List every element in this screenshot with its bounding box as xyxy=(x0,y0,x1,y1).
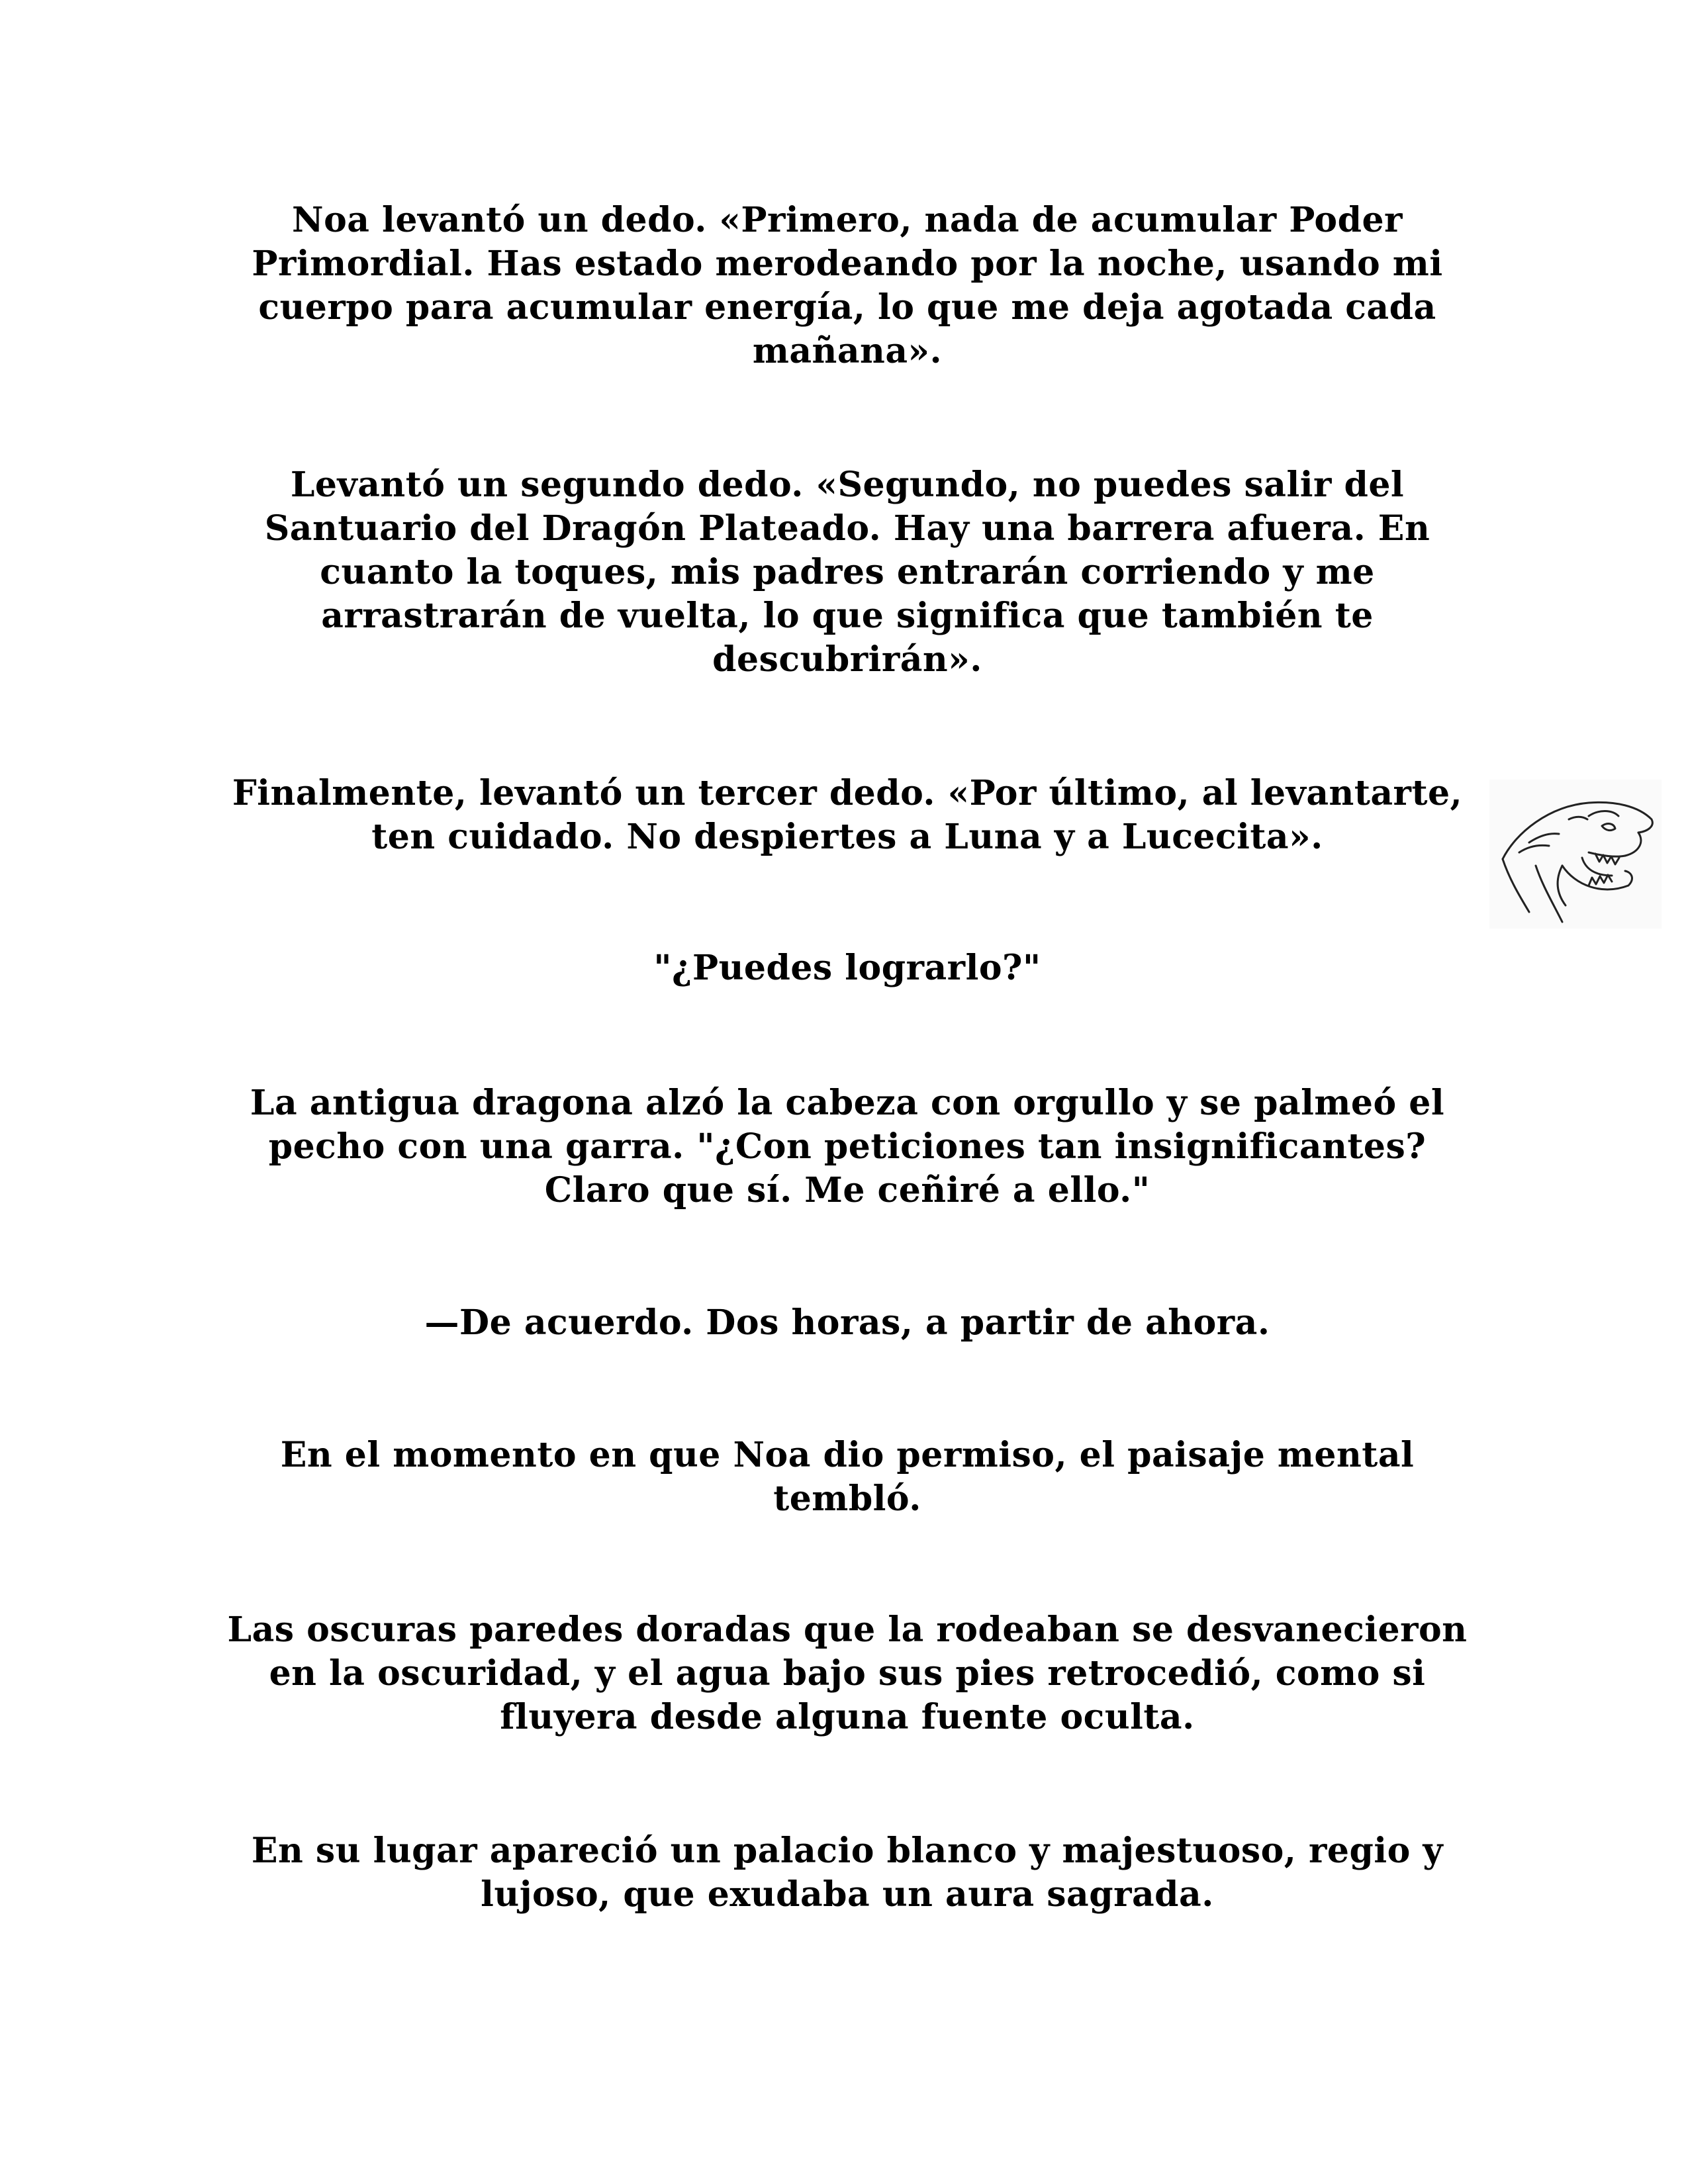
paragraph-1: Noa levantó un dedo. «Primero, nada de acumular Poder Primordial. Has estado merodeando por la noche, usando mi cuerpo para acumular energía, lo que me deja agotada cada mañana». xyxy=(252,200,1443,371)
paragraph-7: En el momento en que Noa dio permiso, el paisaje mental tembló. xyxy=(280,1435,1415,1519)
paragraph-4: "¿Puedes lograrlo?" xyxy=(653,948,1041,988)
paragraph-2: Levantó un segundo dedo. «Segundo, no puedes salir del Santuario del Dragón Plateado. Hay una barrera afuera. En cuanto la toques, mis padres entrarán corriendo y me arrastrarán de vuelta, lo que significa que también te descubrirán». xyxy=(264,465,1430,680)
paragraph-6: —De acuerdo. Dos horas, a partir de ahora. xyxy=(424,1302,1270,1343)
paragraph-3: Finalmente, levantó un tercer dedo. «Por último, al levantarte, ten cuidado. No despiertes a Luna y a Lucecita». xyxy=(232,773,1463,857)
paragraph-9: En su lugar apareció un palacio blanco y majestuoso, regio y lujoso, que exudaba un aura sagrada. xyxy=(251,1831,1444,1915)
paragraph-5: La antigua dragona alzó la cabeza con orgullo y se palmeó el pecho con una garra. "¿Con peticiones tan insignificantes? Claro que sí. Me ceñiré a ello." xyxy=(250,1083,1445,1210)
paragraph-8: Las oscuras paredes doradas que la rodeaban se desvanecieron en la oscuridad, y el agua bajo sus pies retrocedió, como si fluyera desde alguna fuente oculta. xyxy=(227,1610,1468,1737)
dinosaur-head-sketch-icon xyxy=(1489,780,1662,929)
